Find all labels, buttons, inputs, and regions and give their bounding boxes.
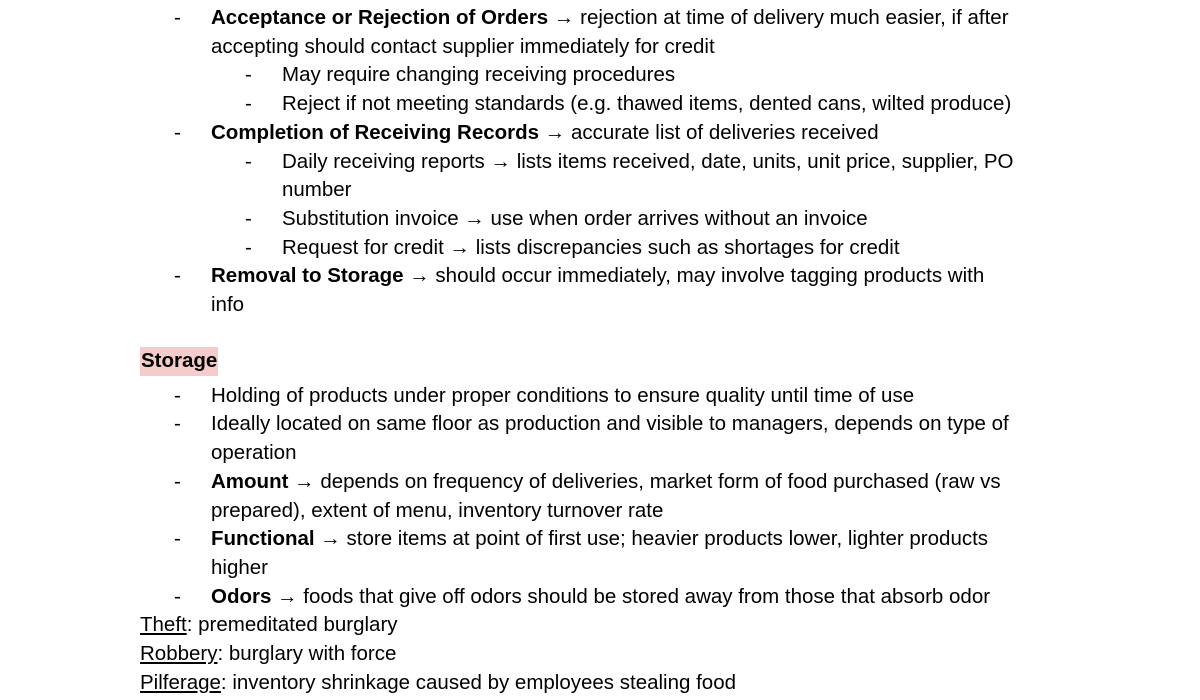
sub-bullet-text	[282, 148, 1013, 177]
bullet-dash: -	[245, 92, 252, 116]
bullet-dash: -	[174, 469, 181, 493]
bullet-text	[211, 525, 988, 554]
sub-desc: use when order arrives without an invoice	[484, 206, 868, 230]
definition-desc: : inventory shrinkage caused by employees stealing food	[220, 670, 737, 694]
bullet-text	[211, 583, 990, 612]
section-heading-storage: Storage	[140, 347, 218, 376]
arrow-glyph: →	[320, 527, 341, 551]
sub-bullet-text	[282, 234, 900, 263]
sub-desc-cont: number	[282, 178, 352, 202]
definition-robbery	[140, 640, 396, 669]
bullet-dash: -	[174, 120, 181, 144]
bullet-desc: accurate list of deliveries received	[565, 120, 879, 144]
definition-desc: : burglary with force	[217, 642, 397, 665]
definition-desc: : premeditated burglary	[186, 613, 398, 637]
bullet-term: Removal to Storage	[211, 264, 404, 288]
bullet-dash: -	[174, 264, 181, 288]
bullet-term: Functional	[211, 527, 315, 551]
bullet-desc: foods that give off odors should be stored away from those that absorb odor	[297, 584, 991, 608]
bullet-term: Acceptance or Rejection of Orders	[211, 6, 549, 29]
bullet-dash: -	[174, 527, 181, 551]
sub-bullet-text	[282, 205, 868, 234]
sub-desc: lists discrepancies such as shortages for credit	[470, 235, 900, 259]
bullet-desc: depends on frequency of deliveries, market form of food purchased (raw vs	[314, 469, 1001, 493]
arrow-glyph: →	[294, 469, 315, 493]
bullet-desc-cont: operation	[211, 441, 297, 465]
arrow-glyph: →	[490, 149, 511, 173]
bullet-desc-cont: prepared), extent of menu, inventory turnover rate	[211, 498, 664, 522]
arrow-glyph: →	[409, 264, 430, 288]
bullet-term: Amount	[211, 469, 289, 493]
bullet-dash: -	[174, 412, 181, 436]
bullet-term: Odors	[211, 584, 272, 608]
bullet-desc-cont: accepting should contact supplier immediately for credit	[211, 34, 715, 58]
bullet-dash: -	[245, 235, 252, 259]
bullet-dash: -	[245, 206, 252, 230]
sub-desc: lists items received, date, units, unit price, supplier, PO	[511, 149, 1014, 173]
bullet-desc: store items at point of first use; heavier products lower, lighter products	[340, 527, 989, 551]
definition-term: Pilferage	[140, 670, 221, 694]
bullet-dash: -	[245, 149, 252, 173]
bullet-text	[211, 119, 879, 148]
bullet-text: Ideally located on same floor as production and visible to managers, depends on type of	[211, 412, 1009, 436]
arrow-glyph: →	[277, 584, 298, 608]
bullet-desc: rejection at time of delivery much easier, if after	[574, 6, 1009, 29]
bullet-dash: -	[245, 63, 252, 87]
definition-term: Robbery	[140, 642, 218, 665]
arrow-glyph: →	[544, 120, 566, 144]
sub-bullet-text: Reject if not meeting standards (e.g. thawed items, dented cans, wilted produce)	[282, 92, 1012, 116]
sub-term: Daily receiving reports	[282, 149, 491, 173]
arrow-glyph: →	[449, 235, 470, 259]
sub-term: Substitution invoice	[282, 206, 465, 230]
definition-pilferage	[140, 669, 736, 698]
bullet-term: Completion of Receiving Records	[211, 120, 540, 144]
bullet-dash: -	[174, 6, 181, 29]
definition-term: Theft	[140, 613, 187, 637]
bullet-text	[211, 4, 1009, 33]
bullet-desc: should occur immediately, may involve tagging products with	[429, 264, 985, 288]
sub-bullet-text: May require changing receiving procedures	[282, 63, 676, 87]
bullet-desc-cont: higher	[211, 555, 268, 579]
arrow-glyph: →	[553, 6, 575, 29]
arrow-glyph: →	[464, 206, 485, 230]
bullet-dash: -	[174, 383, 181, 407]
bullet-desc-cont: info	[211, 293, 245, 316]
bullet-text	[211, 262, 984, 291]
sub-term: Request for credit	[282, 235, 450, 259]
bullet-text	[211, 468, 1001, 497]
bullet-dash: -	[174, 584, 181, 608]
definition-theft	[140, 611, 398, 640]
bullet-text: Holding of products under proper conditions to ensure quality until time of use	[211, 383, 915, 407]
